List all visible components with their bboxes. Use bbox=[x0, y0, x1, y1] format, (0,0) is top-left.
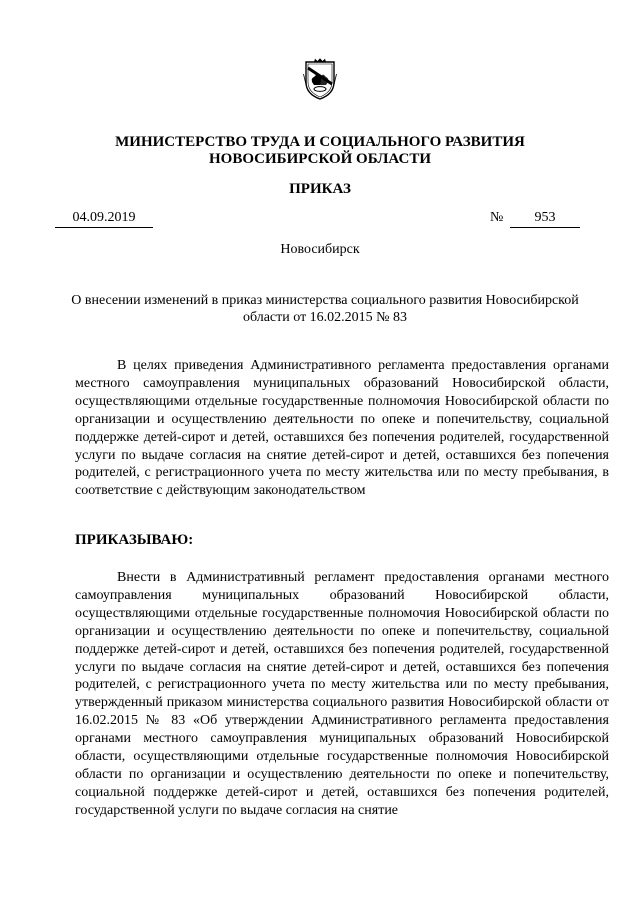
order-paragraph-1: Внести в Административный регламент предоставления органами местного самоуправления муниципальных образований Новосибирской области, осуществляющими отдельные государственные полномочия Новосибирской области по организации и осуществлению деятельности по опеке и попечительству, социальной поддержке детей-сирот и детей, оставшихся без попечения родителей, государственной услуги по выдаче согласия на снятие детей-сирот и детей, оставшихся без попечения родителей, с регистрационного учета по месту жительства или по месту пребывания, утвержденный приказом министерства социального развития Новосибирской области от 16.02.2015 № 83 «Об утверждении Административного регламента предоставления органами местного самоуправления муниципальных образований Новосибирской области, осуществляющими отдельные государственные полномочия Новосибирской области по организации и осуществлению деятельности по опеке и попечительству, социальной поддержке детей-сирот и детей, оставшихся без попечения родителей, государственной услуги по выдаче согласия на снятие bbox=[75, 570, 609, 818]
coat-of-arms-icon bbox=[303, 58, 337, 100]
document-subject: О внесении изменений в приказ министерства социального развития Новосибирской области от 16.02.2015 № 83 bbox=[71, 293, 579, 325]
ministry-line-2: НОВОСИБИРСКОЙ ОБЛАСТИ bbox=[208, 151, 432, 167]
document-number: 953 bbox=[510, 210, 580, 228]
document-date: 04.09.2019 bbox=[55, 210, 153, 228]
ministry-name bbox=[0, 134, 640, 168]
city: Новосибирск bbox=[280, 242, 360, 257]
preamble-paragraph: В целях приведения Административного регламента предоставления органами местного самоуправления муниципальных образований Новосибирской области, осуществляющими отдельные государственные полномочия Новосибирской области по организации и осуществлению деятельности по опеке и попечительству, социальной поддержке детей-сирот и детей, оставшихся без попечения родителей, государственной услуги по выдаче согласия на снятие детей-сирот и детей, оставшихся без попечения родителей, с регистрационного учета по месту жительства или по месту пребывания, в соответствие с действующим законодательством bbox=[75, 358, 609, 499]
document-type: ПРИКАЗ bbox=[289, 181, 351, 197]
ministry-line-1: МИНИСТЕРСТВО ТРУДА И СОЦИАЛЬНОГО РАЗВИТИЯ bbox=[115, 134, 525, 150]
order-heading: ПРИКАЗЫВАЮ: bbox=[75, 532, 194, 548]
number-sign: № bbox=[490, 210, 504, 225]
